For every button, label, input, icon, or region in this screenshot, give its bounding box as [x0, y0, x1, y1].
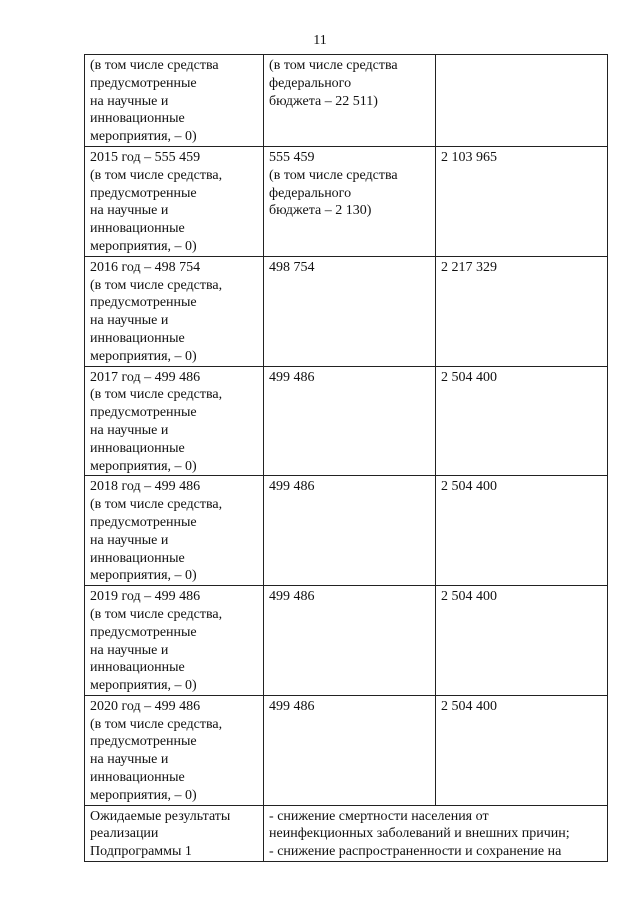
cell-line: на научные и	[90, 532, 169, 548]
cell-line: 2 504 400	[441, 589, 498, 605]
cell-line: инновационные	[90, 660, 185, 676]
cell-line: мероприятия, – 0)	[90, 568, 197, 584]
budget-amount-cell	[264, 256, 436, 366]
cell-line: на научные и	[90, 752, 169, 768]
cell-line: предусмотренные	[90, 514, 197, 530]
cell-line: 499 486	[269, 369, 315, 385]
year-amount-cell	[85, 55, 264, 147]
cell-line: инновационные	[90, 111, 185, 127]
year-amount-cell	[85, 476, 264, 586]
cell-line: федерального	[269, 185, 352, 201]
cell-line: на научные и	[90, 203, 169, 219]
cell-line: бюджета – 22 511)	[269, 93, 378, 109]
cell-line: на научные и	[90, 422, 169, 438]
cell-line: мероприятия, – 0)	[90, 238, 197, 254]
cell-line: (в том числе средства,	[90, 497, 223, 513]
cell-line: инновационные	[90, 770, 185, 786]
budget-amount-cell	[264, 476, 436, 586]
cell-line: (в том числе средства,	[90, 387, 223, 403]
cell-line: бюджета – 2 130)	[269, 203, 372, 219]
financing-table	[84, 54, 608, 862]
cell-line: 2020 год – 499 486	[90, 698, 201, 714]
total-amount-cell	[436, 55, 608, 147]
cell-line: 2 504 400	[441, 698, 498, 714]
cell-line: 2018 год – 499 486	[90, 479, 201, 495]
table-row	[85, 146, 608, 256]
budget-amount-cell	[264, 586, 436, 696]
financing-table-body	[85, 55, 608, 862]
cell-line: (в том числе средства,	[90, 606, 223, 622]
total-amount-cell	[436, 476, 608, 586]
budget-amount-cell	[264, 55, 436, 147]
cell-line: предусмотренные	[90, 75, 197, 91]
expected-results-label	[85, 805, 264, 861]
cell-line: 2017 год – 499 486	[90, 369, 201, 385]
cell-line: Подпрограммы 1	[90, 844, 192, 860]
table-row	[85, 476, 608, 586]
cell-line: на научные и	[90, 313, 169, 329]
cell-line: инновационные	[90, 440, 185, 456]
cell-line: предусмотренные	[90, 734, 197, 750]
total-amount-cell	[436, 586, 608, 696]
table-row	[85, 366, 608, 476]
cell-line: неинфекционных заболеваний и внешних причин;	[269, 826, 570, 842]
cell-line: на научные и	[90, 93, 169, 109]
cell-line: - снижение смертности населения от	[269, 808, 489, 824]
page-number: 11	[313, 33, 327, 48]
cell-line: федерального	[269, 75, 352, 91]
year-amount-cell	[85, 695, 264, 805]
cell-line: мероприятия, – 0)	[90, 129, 197, 145]
cell-line: 498 754	[269, 259, 315, 275]
budget-amount-cell	[264, 695, 436, 805]
cell-line: на научные и	[90, 642, 169, 658]
cell-line: 2 504 400	[441, 369, 498, 385]
cell-line: мероприятия, – 0)	[90, 348, 197, 364]
cell-line: 2019 год – 499 486	[90, 589, 201, 605]
cell-line: 555 459	[269, 149, 315, 165]
cell-line: (в том числе средства	[90, 58, 219, 73]
cell-line: предусмотренные	[90, 624, 197, 640]
table-row	[85, 695, 608, 805]
year-amount-cell	[85, 256, 264, 366]
cell-line: (в том числе средства,	[90, 277, 223, 293]
cell-line: 499 486	[269, 698, 315, 714]
cell-line: 2 103 965	[441, 149, 498, 165]
year-amount-cell	[85, 586, 264, 696]
cell-line: 2016 год – 498 754	[90, 259, 201, 275]
year-amount-cell	[85, 146, 264, 256]
cell-line: реализации	[90, 826, 159, 842]
budget-amount-cell	[264, 366, 436, 476]
cell-line: 499 486	[269, 479, 315, 495]
cell-line: 2 217 329	[441, 259, 498, 275]
cell-line: 2 504 400	[441, 479, 498, 495]
cell-line: предусмотренные	[90, 405, 197, 421]
total-amount-cell	[436, 256, 608, 366]
expected-results-text	[264, 805, 608, 861]
cell-line: 499 486	[269, 589, 315, 605]
cell-line: предусмотренные	[90, 185, 197, 201]
total-amount-cell	[436, 695, 608, 805]
total-amount-cell	[436, 366, 608, 476]
cell-line: 2015 год – 555 459	[90, 149, 201, 165]
cell-line: - снижение распространенности и сохранение на	[269, 844, 562, 860]
total-amount-cell	[436, 146, 608, 256]
cell-line: мероприятия, – 0)	[90, 678, 197, 694]
cell-line: мероприятия, – 0)	[90, 458, 197, 474]
cell-line: (в том числе средства	[269, 167, 398, 183]
table-row	[85, 55, 608, 147]
table-row	[85, 586, 608, 696]
cell-line: Ожидаемые результаты	[90, 808, 231, 824]
cell-line: инновационные	[90, 221, 185, 237]
cell-line: инновационные	[90, 550, 185, 566]
cell-line: предусмотренные	[90, 295, 197, 311]
expected-results-row	[85, 805, 608, 861]
cell-line: инновационные	[90, 330, 185, 346]
budget-amount-cell	[264, 146, 436, 256]
cell-line: (в том числе средства	[269, 58, 398, 73]
year-amount-cell	[85, 366, 264, 476]
cell-line: мероприятия, – 0)	[90, 787, 197, 803]
cell-line: (в том числе средства,	[90, 716, 223, 732]
cell-line: (в том числе средства,	[90, 167, 223, 183]
table-row	[85, 256, 608, 366]
